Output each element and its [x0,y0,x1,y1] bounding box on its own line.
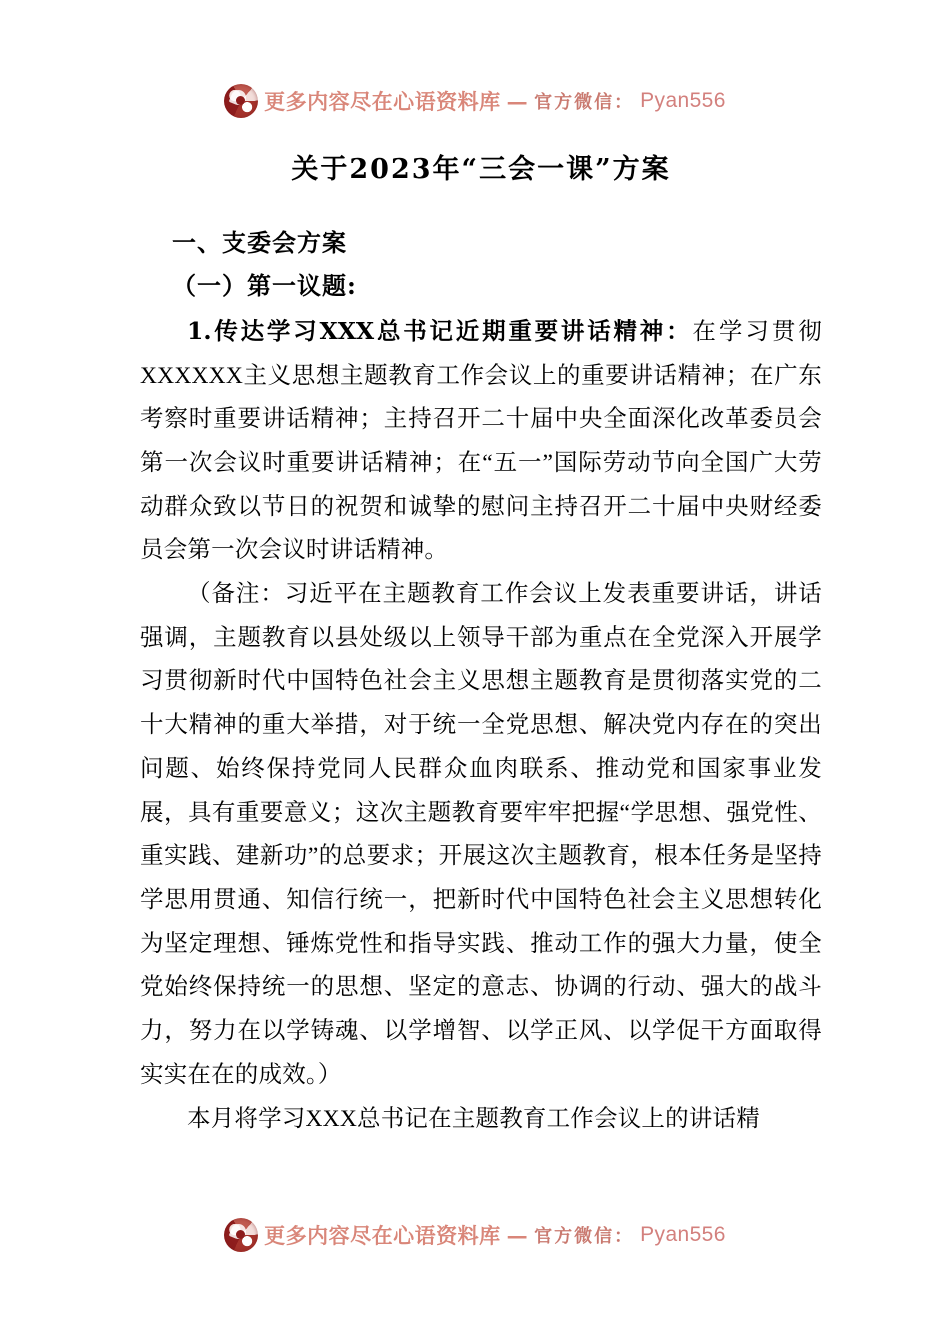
watermark-sub-text: 官方微信： [534,92,635,113]
watermark-main-text: 更多内容尽在心语资料库 [264,89,501,114]
item-1-lead: 1.传达学习XXX总书记近期重要讲话精神： [187,316,693,345]
watermark-main-text: 更多内容尽在心语资料库 [264,1223,501,1248]
section-heading: 一、支委会方案 [172,227,347,257]
watermark-dash: — [506,1222,529,1248]
yin-yang-fish-logo-icon [224,84,258,118]
note-paragraph: （备注：习近平在主题教育工作会议上发表重要讲话，讲话强调，主题教育以县处级以上领导干部为重点在全党深入开展学习贯彻新时代中国特色社会主义思想主题教育是贯彻落实党的二十大精神的重大举措，对于统一全党思想、解决党内存在的突出问题、始终保持党同人民群众血肉联系、推动党和国家事业发展，具有重要意义；这次主题教育要牢牢把握“学思想、强党性、重实践、建新功”的总要求；开展这次主题教育，根本任务是坚持学思用贯通、知信行统一，把新时代中国特色社会主义思想转化为坚定理想、锤炼党性和指导实践、推动工作的强大力量，使全党始终保持统一的思想、坚定的意志、协调的行动、强大的战斗力，努力在以学铸魂、以学增智、以学正风、以学促干方面取得实实在在的成效。） [140,581,822,1088]
document-body [140,150,822,1141]
closing-paragraph: 本月将学习XXX总书记在主题教育工作会议上的讲话精 [187,1105,760,1132]
watermark-top [0,84,950,118]
sub-heading: （一）第一议题: [172,271,357,301]
item-1-paragraph [140,310,822,573]
watermark-bottom [0,1218,950,1252]
watermark-sub-text: 官方微信： [534,1226,635,1247]
watermark-handle: Pyan556 [640,1223,726,1246]
yin-yang-fish-logo-icon [224,1218,258,1252]
watermark-handle: Pyan556 [640,89,726,112]
watermark-dash: — [506,88,529,114]
page-title: 关于2023年“三会一课”方案 [291,154,671,185]
spacer [140,209,822,221]
item-1-body: 在学习贯彻XXXXXX主义思想主题教育工作会议上的重要讲话精神；在广东考察时重要讲话精神；主持召开二十届中央全面深化改革委员会第一次会议时重要讲话精神；在“五一”国际劳动节向全国广大劳动群众致以节日的祝贺和诚挚的慰问主持召开二十届中央财经委员会第一次会议时讲话精神。 [140,318,822,564]
